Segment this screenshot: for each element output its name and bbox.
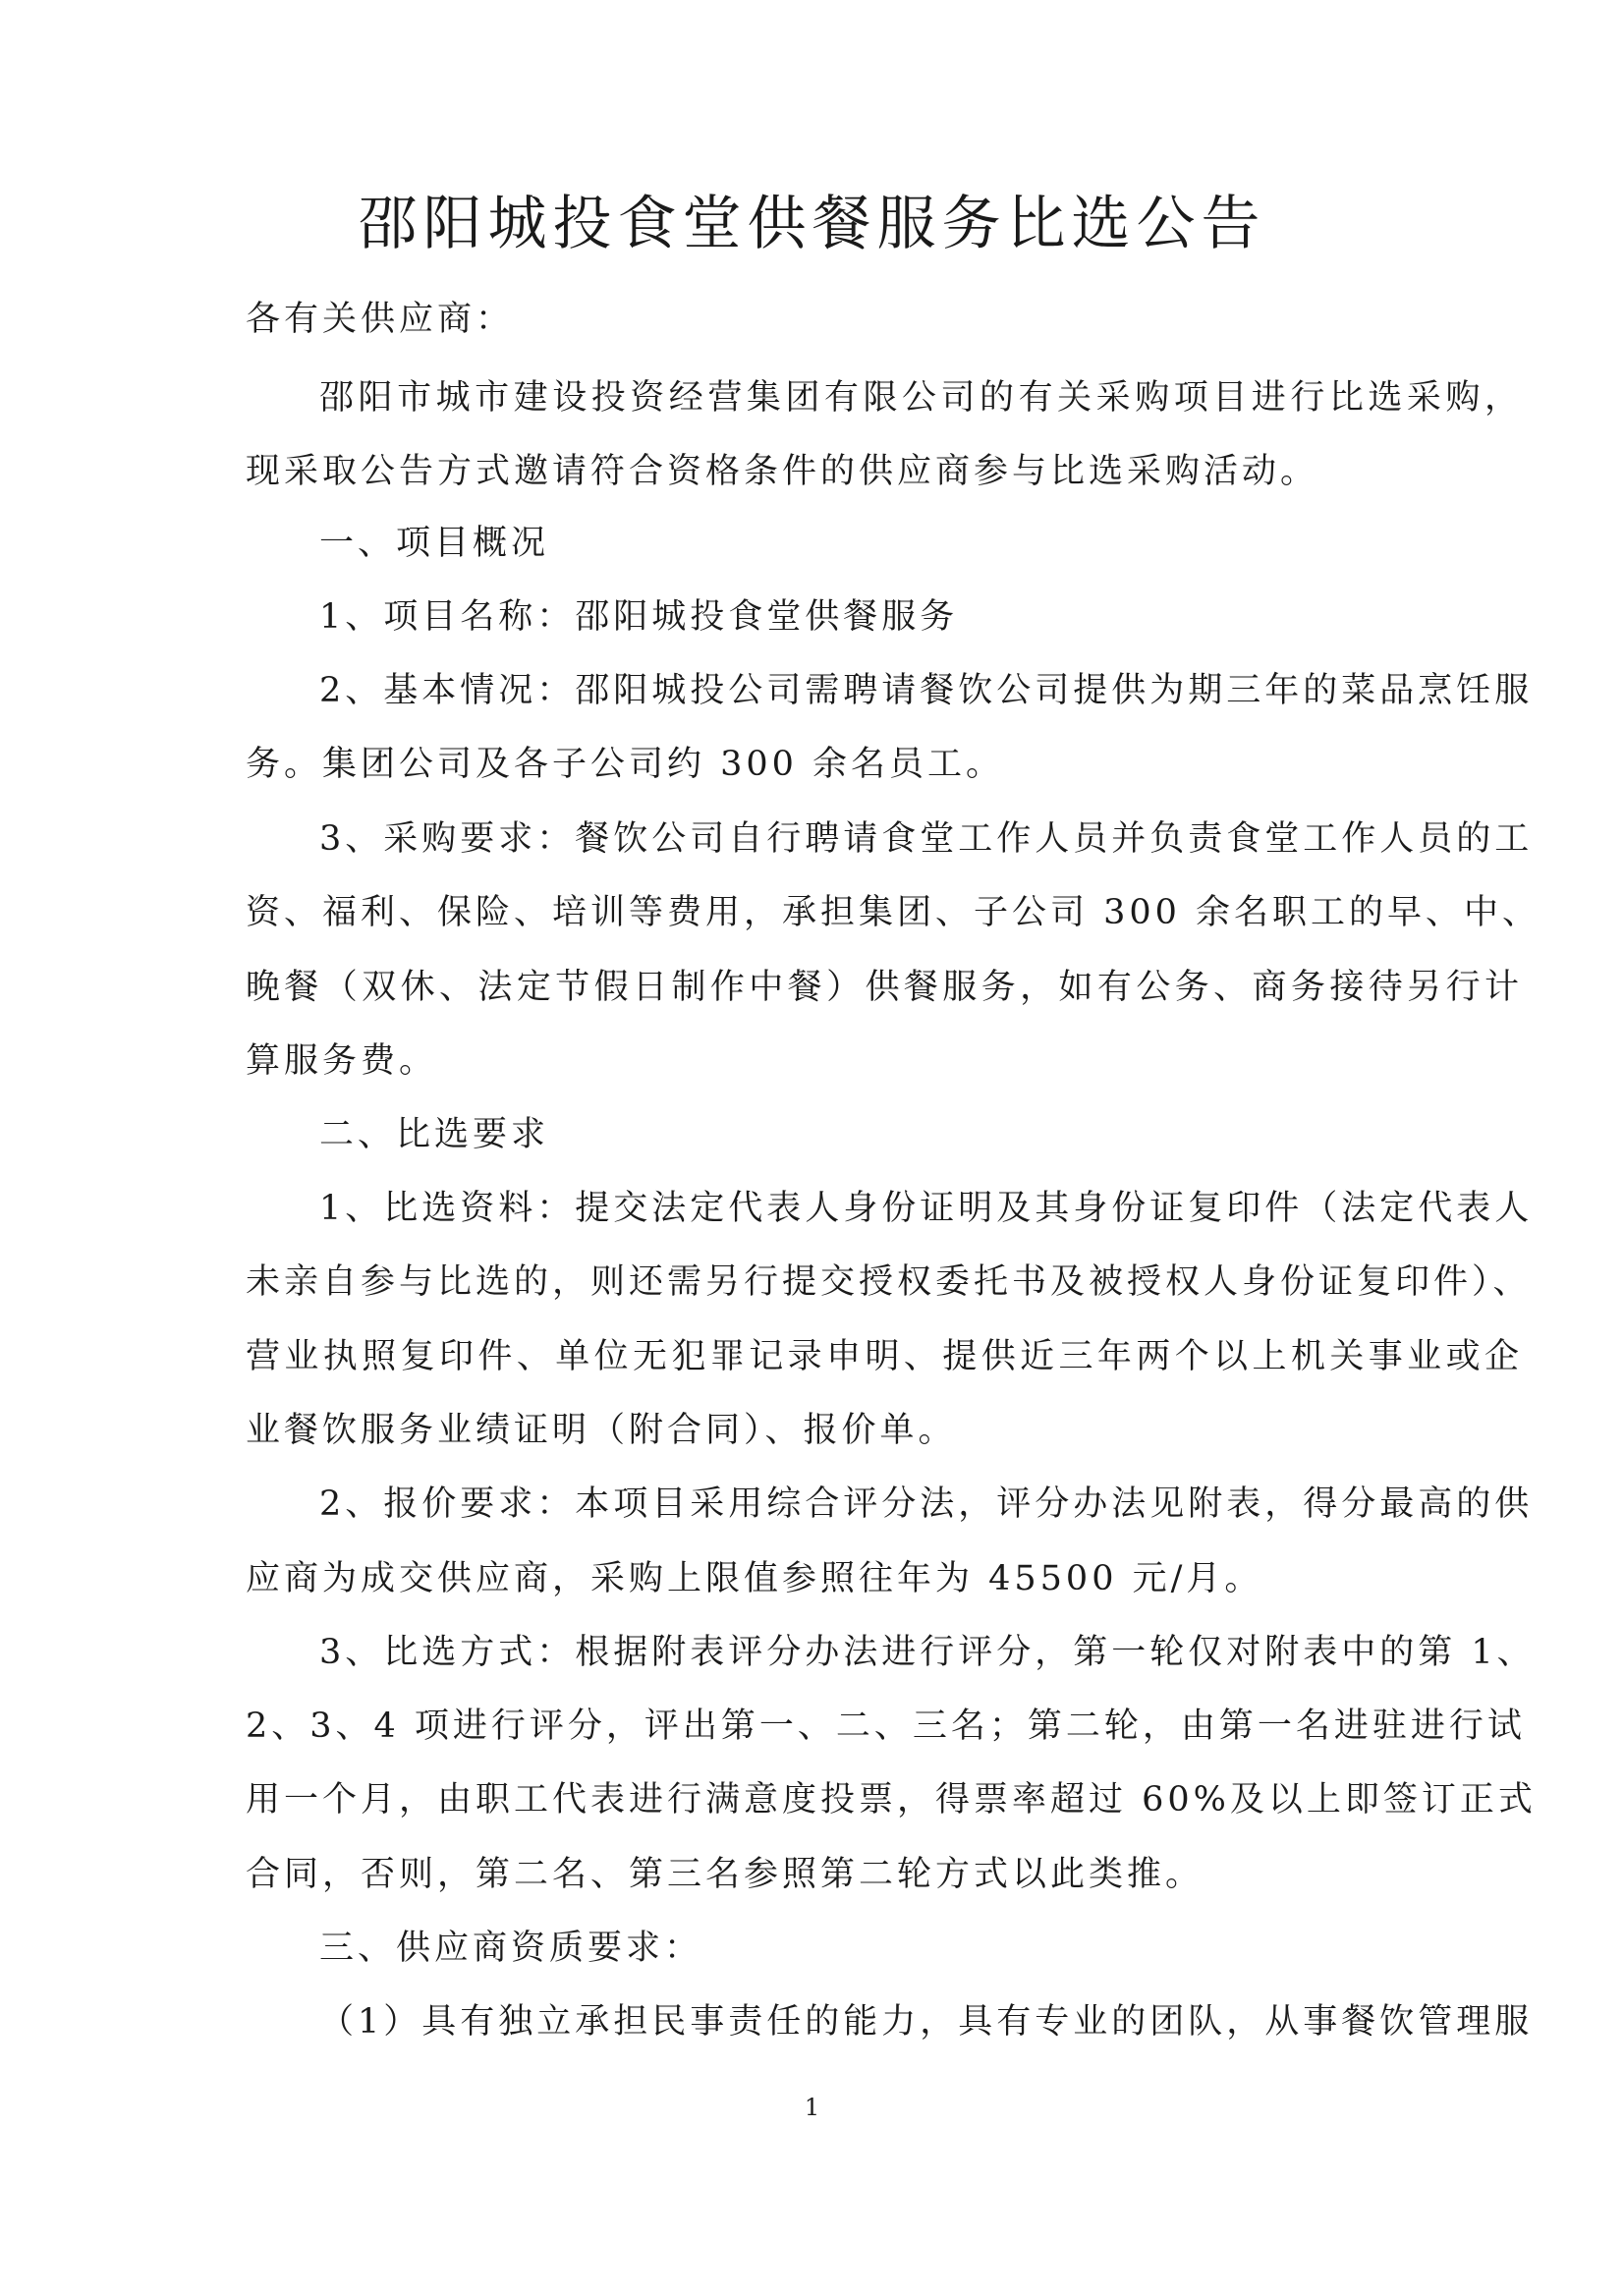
section-heading-3: 三、供应商资质要求：	[319, 1929, 703, 1968]
body-line: 1、项目名称：邵阳城投食堂供餐服务	[319, 597, 959, 637]
body-line: 应商为成交供应商，采购上限值参照往年为 45500 元/月。	[246, 1559, 1263, 1598]
page-number: 1	[804, 2094, 820, 2121]
body-line: 2、3、4 项进行评分，评出第一、二、三名；第二轮，由第一名进驻进行试	[246, 1707, 1526, 1746]
body-line: （1）具有独立承担民事责任的能力，具有专业的团队，从事餐饮管理服	[319, 2002, 1534, 2042]
body-line: 未亲自参与比选的，则还需另行提交授权委托书及被授权人身份证复印件）、	[246, 1262, 1532, 1302]
section-heading-2: 二、比选要求	[319, 1115, 550, 1154]
body-line: 1、比选资料：提交法定代表人身份证明及其身份证复印件（法定代表人	[319, 1189, 1534, 1228]
body-line: 资、福利、保险、培训等费用，承担集团、子公司 300 余名职工的早、中、	[246, 893, 1541, 932]
body-line: 3、比选方式：根据附表评分办法进行评分，第一轮仅对附表中的第 1、	[319, 1633, 1536, 1672]
body-line: 合同，否则，第二名、第三名参照第二轮方式以此类推。	[246, 1855, 1204, 1894]
body-line: 邵阳市城市建设投资经营集团有限公司的有关采购项目进行比选采购，	[319, 378, 1523, 418]
body-line: 2、报价要求：本项目采用综合评分法，评分办法见附表，得分最高的供	[319, 1484, 1534, 1524]
body-line: 务。集团公司及各子公司约 300 余名员工。	[246, 745, 1005, 784]
body-line: 业餐饮服务业绩证明（附合同）、报价单。	[246, 1411, 957, 1450]
body-line: 算服务费。	[246, 1041, 438, 1081]
salutation: 各有关供应商：	[246, 300, 515, 339]
section-heading-1: 一、项目概况	[319, 524, 550, 563]
body-line: 营业执照复印件、单位无犯罪记录申明、提供近三年两个以上机关事业或企	[246, 1337, 1523, 1376]
body-line: 用一个月，由职工代表进行满意度投票，得票率超过 60%及以上即签订正式	[246, 1780, 1537, 1819]
body-line: 现采取公告方式邀请符合资格条件的供应商参与比选采购活动。	[246, 452, 1319, 491]
document-title: 邵阳城投食堂供餐服务比选公告	[358, 190, 1266, 258]
body-line: 3、采购要求：餐饮公司自行聘请食堂工作人员并负责食堂工作人员的工	[319, 819, 1534, 859]
body-line: 2、基本情况：邵阳城投公司需聘请餐饮公司提供为期三年的菜品烹饪服	[319, 671, 1534, 710]
body-line: 晚餐（双休、法定节假日制作中餐）供餐服务，如有公务、商务接待另行计	[246, 968, 1523, 1007]
